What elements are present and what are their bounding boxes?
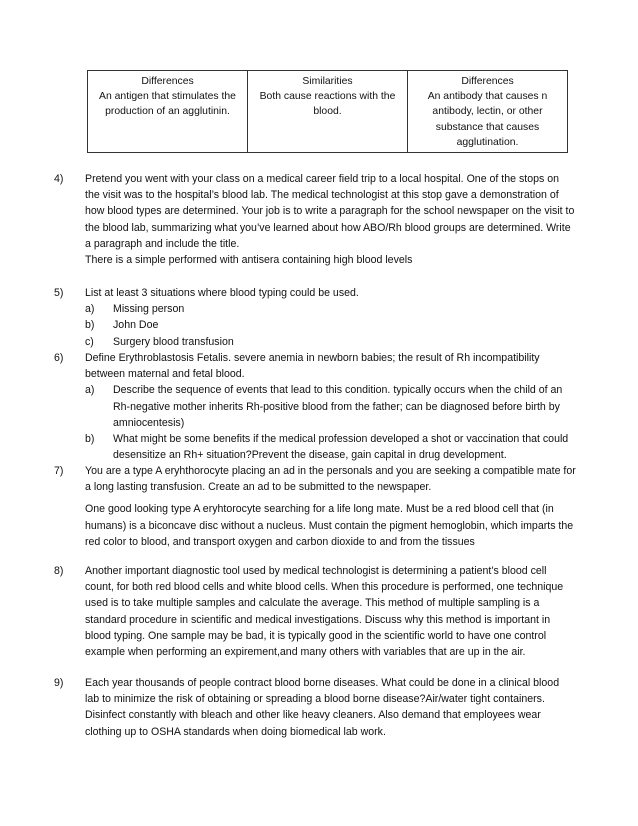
question-5 <box>54 285 576 350</box>
list-text: Describe the sequence of events that lead to this condition. typically occurs when the child of an Rh-negative mother inherits Rh-positive blood from the father; can be diagnosed before birth by amniocentesis) <box>113 384 563 429</box>
table-cell-differences-right <box>408 71 568 153</box>
col-text: Both cause reactions with the blood. <box>259 91 396 118</box>
question-number: 6) <box>54 352 64 364</box>
table-cell-differences-left <box>88 71 248 153</box>
list-text: John Doe <box>113 319 159 332</box>
table-row <box>88 71 568 153</box>
col-text: An antibody that causes n antibody, lectin, or other substance that causes agglutination. <box>427 91 548 148</box>
list-item <box>85 431 576 463</box>
col-header: Differences <box>461 76 514 87</box>
list-item <box>85 301 576 317</box>
question-text: List at least 3 situations where blood typing could be used. <box>85 287 359 299</box>
col-header: Similarities <box>302 76 353 87</box>
question-text: Pretend you went with your class on a medical career field trip to a local hospital. One of the stops on the visit was to the hospital’s blood lab. The medical technologist at this stop gave a demonstration of how blood types are determined. Your job is to write a paragraph for the school newspaper on the visit to the blood lab, summarizing what you’ve learned about how ABO/Rh blood groups are determined. Write a paragraph and include the title. <box>85 173 575 250</box>
question-9 <box>54 675 576 740</box>
question-number: 4) <box>54 173 64 185</box>
list-label: a) <box>85 384 95 397</box>
list-label: c) <box>85 335 94 348</box>
list-item <box>85 317 576 333</box>
list-item <box>85 334 576 350</box>
list-label: b) <box>85 433 95 446</box>
question-text: Define Erythroblastosis Fetalis. severe anemia in newborn babies; the result of Rh incompatibility between maternal and fetal blood. <box>85 352 540 381</box>
list-text: Missing person <box>113 303 185 316</box>
table-cell-similarities <box>248 71 408 153</box>
question-8 <box>54 563 576 660</box>
question-text: Each year thousands of people contract blood borne diseases. What could be done in a clinical blood lab to minimize the risk of obtaining or spreading a blood borne disease?Air/water tight containers. Disinfect constantly with bleach and other like heavy cleaners. Also demand that employees wear clothing up to OSHA standards when doing biomedical lab work. <box>85 677 560 738</box>
col-header: Differences <box>141 76 194 87</box>
list-label: b) <box>85 319 95 332</box>
question-number: 5) <box>54 287 64 299</box>
question-6 <box>54 350 576 463</box>
list-label: a) <box>85 303 95 316</box>
list-text: Surgery blood transfusion <box>113 335 234 348</box>
list-text: What might be some benefits if the medical profession developed a shot or vaccination that could desensitize an Rh+ situation?Prevent the disease, gain capital in drug development. <box>113 433 569 462</box>
question-7 <box>54 463 576 550</box>
question-text: Another important diagnostic tool used by medical technologist is determining a patient’s blood cell count, for both red blood cells and white blood cells. When this procedure is performed, one technique used is to take multiple samples and calculate the average. This method of multiple sampling is a standard procedure in scientific and medical investigations. Discuss why this method is important in blood typing. One sample may be bad, it is typically good in the scientific world to have one control example when performing an expirement,and many others with variables that are up in the air. <box>85 565 564 659</box>
comparison-table <box>87 70 568 153</box>
question-4 <box>54 171 576 268</box>
question-text: You are a type A eryhthorocyte placing an ad in the personals and you are seeking a compatible mate for a long lasting transfusion. Create an ad to be submitted to the newspaper. <box>85 465 576 494</box>
list-item <box>85 382 576 431</box>
question-number: 9) <box>54 677 64 689</box>
question-number: 7) <box>54 465 64 477</box>
question-number: 8) <box>54 565 64 577</box>
answer-text: One good looking type A eryhtorocyte searching for a life long mate. Must be a red blood cell that (in humans) is a biconcave disc without a nucleus. Must contain the pigment hemoglobin, which imparts the red color to blood, and transport oxygen and carbon dioxide to and from the tissues <box>85 503 574 548</box>
col-text: An antigen that stimulates the production of an agglutinin. <box>99 91 236 118</box>
answer-text: There is a simple performed with antisera containing high blood levels <box>85 254 413 267</box>
